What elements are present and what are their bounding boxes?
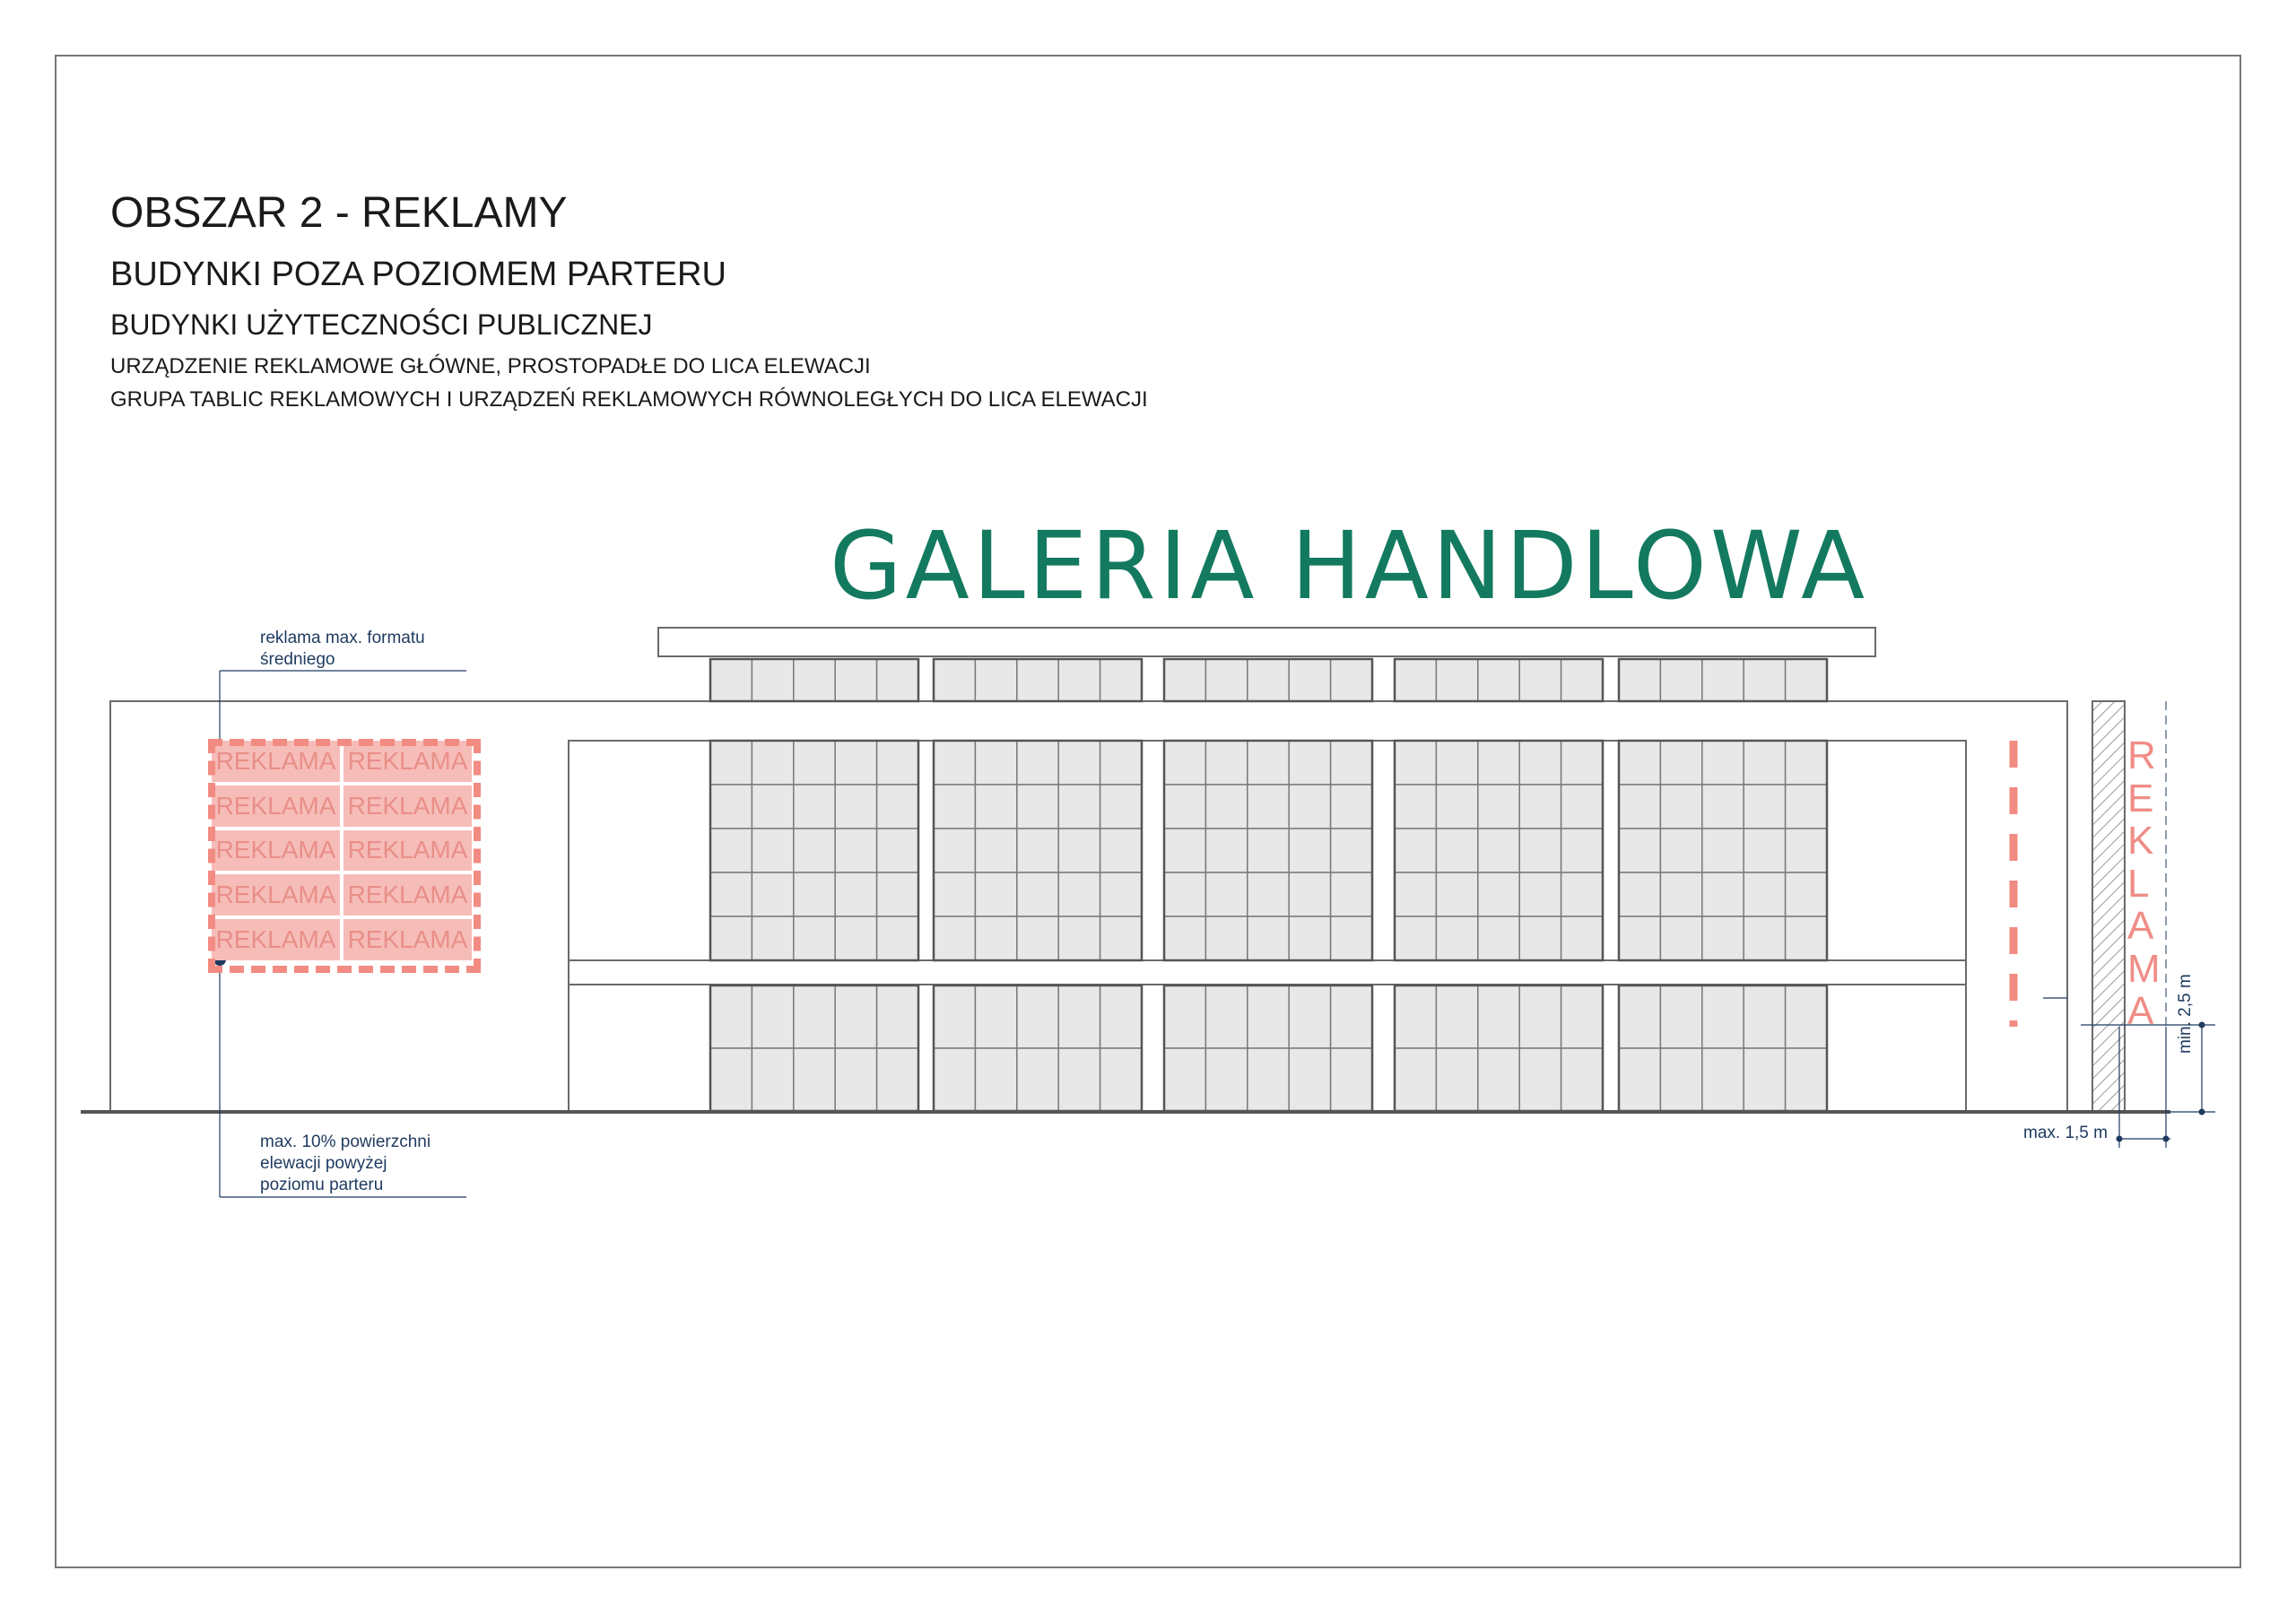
glass-pane	[752, 916, 793, 960]
glass-pane	[1561, 1048, 1603, 1111]
glass-pane	[1436, 659, 1477, 701]
glass-pane	[1786, 916, 1827, 960]
glass-pane	[1100, 785, 1142, 829]
glass-pane	[1289, 985, 1330, 1048]
glass-pane	[1164, 985, 1205, 1048]
glass-pane	[1395, 985, 1436, 1048]
glass-pane	[1786, 829, 1827, 872]
glass-pane	[1786, 1048, 1827, 1111]
glass-pane	[877, 872, 918, 916]
glass-pane	[1017, 916, 1058, 960]
glass-pane	[934, 985, 975, 1048]
glass-pane	[710, 872, 752, 916]
glass-pane	[1519, 741, 1561, 785]
vertical-ad-letter: M	[2127, 946, 2161, 991]
glass-pane	[835, 985, 876, 1048]
glass-pane	[1100, 916, 1142, 960]
glass-pane	[1702, 1048, 1744, 1111]
glass-pane	[1331, 659, 1372, 701]
glass-pane	[1331, 785, 1372, 829]
glass-pane	[1395, 659, 1436, 701]
glass-pane	[1205, 659, 1247, 701]
glass-pane	[1702, 985, 1744, 1048]
note-line: reklama max. formatu	[260, 629, 425, 647]
glass-pane	[710, 1048, 752, 1111]
glass-pane	[975, 659, 1016, 701]
glass-pane	[835, 741, 876, 785]
glass-pane	[1164, 785, 1205, 829]
glass-pane	[1331, 985, 1372, 1048]
glass-pane	[1205, 872, 1247, 916]
glass-pane	[835, 829, 876, 872]
glass-pane	[1561, 659, 1603, 701]
glass-pane	[1164, 872, 1205, 916]
glass-pane	[1478, 985, 1519, 1048]
glass-pane	[1395, 1048, 1436, 1111]
description-line-2: GRUPA TABLIC REKLAMOWYCH I URZĄDZEŃ REKLAMOWYCH RÓWNOLEGŁYCH DO LICA ELEWACJI	[110, 387, 1148, 412]
glass-pane	[1205, 1048, 1247, 1111]
glass-pane	[1395, 785, 1436, 829]
glass-pane	[1100, 872, 1142, 916]
ad-tile: REKLAMA	[344, 830, 472, 872]
glass-pane	[975, 741, 1016, 785]
glass-pane	[1331, 741, 1372, 785]
glass-pane	[1017, 985, 1058, 1048]
glass-pane	[934, 785, 975, 829]
glass-pane	[1100, 741, 1142, 785]
glass-pane	[1017, 829, 1058, 872]
glass-pane	[794, 785, 835, 829]
glass-pane	[1205, 916, 1247, 960]
glass-pane	[1786, 785, 1827, 829]
glass-pane	[877, 1048, 918, 1111]
glass-pane	[1702, 872, 1744, 916]
glass-pane	[1519, 659, 1561, 701]
glass-pane	[1205, 741, 1247, 785]
glass-pane	[1331, 916, 1372, 960]
glass-pane	[710, 916, 752, 960]
note-line: max. 10% powierzchni	[260, 1133, 431, 1151]
glass-pane	[1205, 829, 1247, 872]
glass-pane	[1478, 1048, 1519, 1111]
glass-pane	[934, 741, 975, 785]
glass-pane	[1436, 829, 1477, 872]
glass-pane	[1436, 1048, 1477, 1111]
glass-pane	[1561, 916, 1603, 960]
glass-pane	[1744, 741, 1785, 785]
glass-pane	[752, 829, 793, 872]
glass-pane	[794, 829, 835, 872]
page-title: OBSZAR 2 - REKLAMY	[110, 189, 568, 237]
glass-pane	[975, 872, 1016, 916]
glass-pane	[1702, 659, 1744, 701]
glass-pane	[710, 659, 752, 701]
glass-pane	[835, 659, 876, 701]
glass-pane	[877, 741, 918, 785]
glass-pane	[877, 659, 918, 701]
glass-pane	[1744, 829, 1785, 872]
glass-pane	[1786, 741, 1827, 785]
glass-pane	[1017, 785, 1058, 829]
glass-pane	[1702, 916, 1744, 960]
glass-pane	[835, 872, 876, 916]
glass-pane	[1478, 741, 1519, 785]
glass-pane	[794, 741, 835, 785]
glass-pane	[1786, 659, 1827, 701]
glass-pane	[1436, 985, 1477, 1048]
building-sign: GALERIA HANDLOWA	[830, 511, 1869, 621]
glass-pane	[1519, 829, 1561, 872]
glass-pane	[975, 829, 1016, 872]
glass-pane	[1289, 829, 1330, 872]
glass-pane	[1017, 1048, 1058, 1111]
glass-pane	[1478, 785, 1519, 829]
wall-section	[2092, 701, 2125, 1111]
glass-pane	[1619, 872, 1660, 916]
glass-pane	[1744, 659, 1785, 701]
ad-tile: REKLAMA	[344, 874, 472, 916]
glass-pane	[1164, 659, 1205, 701]
glass-pane	[1619, 659, 1660, 701]
glass-pane	[877, 985, 918, 1048]
note-line: poziomu parteru	[260, 1176, 384, 1194]
glass-pane	[1619, 1048, 1660, 1111]
glass-pane	[1248, 785, 1289, 829]
glass-pane	[1164, 1048, 1205, 1111]
glass-pane	[1058, 829, 1100, 872]
glass-pane	[1331, 1048, 1372, 1111]
glass-pane	[1519, 916, 1561, 960]
glass-pane	[1660, 916, 1701, 960]
glass-pane	[710, 741, 752, 785]
glass-pane	[1660, 829, 1701, 872]
glass-pane	[1331, 872, 1372, 916]
glass-pane	[1248, 659, 1289, 701]
note-max-format	[260, 628, 425, 671]
glass-pane	[1248, 741, 1289, 785]
glass-pane	[752, 985, 793, 1048]
glass-pane	[1519, 785, 1561, 829]
floor-slab	[569, 960, 1966, 985]
glass-pane	[1395, 829, 1436, 872]
glass-pane	[1058, 659, 1100, 701]
description-line-1: URZĄDZENIE REKLAMOWE GŁÓWNE, PROSTOPADŁE DO LICA ELEWACJI	[110, 354, 871, 378]
glass-pane	[710, 785, 752, 829]
glass-pane	[934, 829, 975, 872]
glass-pane	[1519, 872, 1561, 916]
glass-pane	[1660, 785, 1701, 829]
glass-pane	[794, 659, 835, 701]
glass-pane	[1248, 985, 1289, 1048]
glass-pane	[1561, 872, 1603, 916]
glass-pane	[1395, 872, 1436, 916]
vertical-ad-letter: L	[2127, 861, 2150, 906]
glass-pane	[1744, 916, 1785, 960]
glass-pane	[1519, 1048, 1561, 1111]
vertical-ad-letter: K	[2127, 819, 2154, 863]
dimension-tick	[2163, 1136, 2170, 1142]
glass-pane	[934, 872, 975, 916]
note-max-area	[260, 1132, 430, 1196]
glass-pane	[1058, 872, 1100, 916]
glass-pane	[1205, 985, 1247, 1048]
glass-pane	[710, 829, 752, 872]
glass-pane	[710, 985, 752, 1048]
glass-pane	[1478, 872, 1519, 916]
ad-tile: REKLAMA	[212, 830, 340, 872]
glass-pane	[1786, 985, 1827, 1048]
glass-pane	[1744, 872, 1785, 916]
glass-pane	[1436, 741, 1477, 785]
glass-pane	[1164, 829, 1205, 872]
glass-pane	[1289, 741, 1330, 785]
glass-pane	[1100, 659, 1142, 701]
subtitle-1: BUDYNKI POZA POZIOMEM PARTERU	[110, 256, 726, 293]
vertical-ad-letter: A	[2127, 989, 2154, 1033]
glass-pane	[1744, 785, 1785, 829]
ad-tile: REKLAMA	[344, 741, 472, 782]
glass-pane	[1744, 985, 1785, 1048]
glass-pane	[1561, 741, 1603, 785]
glass-pane	[752, 785, 793, 829]
glass-pane	[975, 985, 1016, 1048]
glass-pane	[1100, 985, 1142, 1048]
glass-pane	[934, 916, 975, 960]
vertical-ad-letter: E	[2127, 776, 2154, 820]
ad-zone-outline	[208, 739, 481, 973]
ad-tile: REKLAMA	[212, 785, 340, 827]
glass-pane	[1436, 785, 1477, 829]
dimension-tick	[2199, 1022, 2205, 1028]
glass-pane	[1058, 1048, 1100, 1111]
glass-pane	[1100, 829, 1142, 872]
glass-pane	[1058, 741, 1100, 785]
glass-pane	[1058, 785, 1100, 829]
glass-pane	[835, 1048, 876, 1111]
glass-pane	[1289, 1048, 1330, 1111]
glass-pane	[794, 916, 835, 960]
glass-pane	[1702, 829, 1744, 872]
note-max-projection: max. 1,5 m	[2023, 1124, 2108, 1142]
glass-pane	[1017, 872, 1058, 916]
glass-pane	[752, 872, 793, 916]
ad-tile: REKLAMA	[344, 785, 472, 827]
glass-pane	[1289, 916, 1330, 960]
glass-pane	[877, 785, 918, 829]
glass-pane	[1619, 829, 1660, 872]
subtitle-2: BUDYNKI UŻYTECZNOŚCI PUBLICZNEJ	[110, 308, 653, 341]
glass-pane	[1248, 829, 1289, 872]
glass-pane	[1660, 659, 1701, 701]
glass-pane	[1205, 785, 1247, 829]
glass-pane	[1561, 785, 1603, 829]
vertical-ad-letter: A	[2127, 904, 2154, 948]
glass-pane	[877, 829, 918, 872]
glass-pane	[877, 916, 918, 960]
glass-pane	[975, 785, 1016, 829]
glass-pane	[1017, 659, 1058, 701]
glass-pane	[752, 659, 793, 701]
glass-pane	[1702, 741, 1744, 785]
glass-pane	[975, 1048, 1016, 1111]
glass-pane	[1702, 785, 1744, 829]
glass-pane	[1100, 1048, 1142, 1111]
glass-pane	[1744, 1048, 1785, 1111]
glass-pane	[1660, 1048, 1701, 1111]
vertical-ad-letter: R	[2127, 733, 2156, 777]
glass-pane	[1436, 916, 1477, 960]
ad-tile: REKLAMA	[344, 919, 472, 960]
glass-pane	[1619, 916, 1660, 960]
note-min-height: min. 2,5 m	[2176, 974, 2195, 1054]
glass-pane	[1248, 916, 1289, 960]
glass-pane	[835, 785, 876, 829]
glass-pane	[934, 1048, 975, 1111]
note-line: elewacji powyżej	[260, 1154, 387, 1173]
glass-pane	[1561, 829, 1603, 872]
glass-pane	[752, 1048, 793, 1111]
glass-pane	[1478, 916, 1519, 960]
glass-pane	[1017, 741, 1058, 785]
glass-pane	[1289, 872, 1330, 916]
glass-pane	[1331, 829, 1372, 872]
glass-pane	[1058, 985, 1100, 1048]
glass-pane	[1164, 916, 1205, 960]
ad-tile: REKLAMA	[212, 874, 340, 916]
glass-pane	[752, 741, 793, 785]
glass-pane	[1248, 1048, 1289, 1111]
ad-tile: REKLAMA	[212, 741, 340, 782]
glass-pane	[1289, 785, 1330, 829]
glass-pane	[835, 916, 876, 960]
glass-pane	[1660, 985, 1701, 1048]
glass-pane	[1395, 916, 1436, 960]
note-line: średniego	[260, 650, 335, 669]
glass-pane	[794, 985, 835, 1048]
glass-pane	[1619, 985, 1660, 1048]
glass-pane	[1289, 659, 1330, 701]
dimension-tick	[2199, 1109, 2205, 1115]
glass-pane	[934, 659, 975, 701]
ad-tile: REKLAMA	[212, 919, 340, 960]
glass-pane	[1619, 741, 1660, 785]
glass-pane	[1660, 741, 1701, 785]
glass-pane	[794, 872, 835, 916]
glass-pane	[1395, 741, 1436, 785]
glass-pane	[1619, 785, 1660, 829]
glass-pane	[1248, 872, 1289, 916]
glass-pane	[1660, 872, 1701, 916]
glass-pane	[1478, 829, 1519, 872]
roof-canopy	[658, 628, 1875, 656]
glass-pane	[1058, 916, 1100, 960]
glass-pane	[794, 1048, 835, 1111]
glass-pane	[1164, 741, 1205, 785]
dimension-tick	[2117, 1136, 2123, 1142]
glass-pane	[1478, 659, 1519, 701]
glass-pane	[975, 916, 1016, 960]
glass-pane	[1786, 872, 1827, 916]
glass-pane	[1561, 985, 1603, 1048]
glass-pane	[1519, 985, 1561, 1048]
glass-pane	[1436, 872, 1477, 916]
